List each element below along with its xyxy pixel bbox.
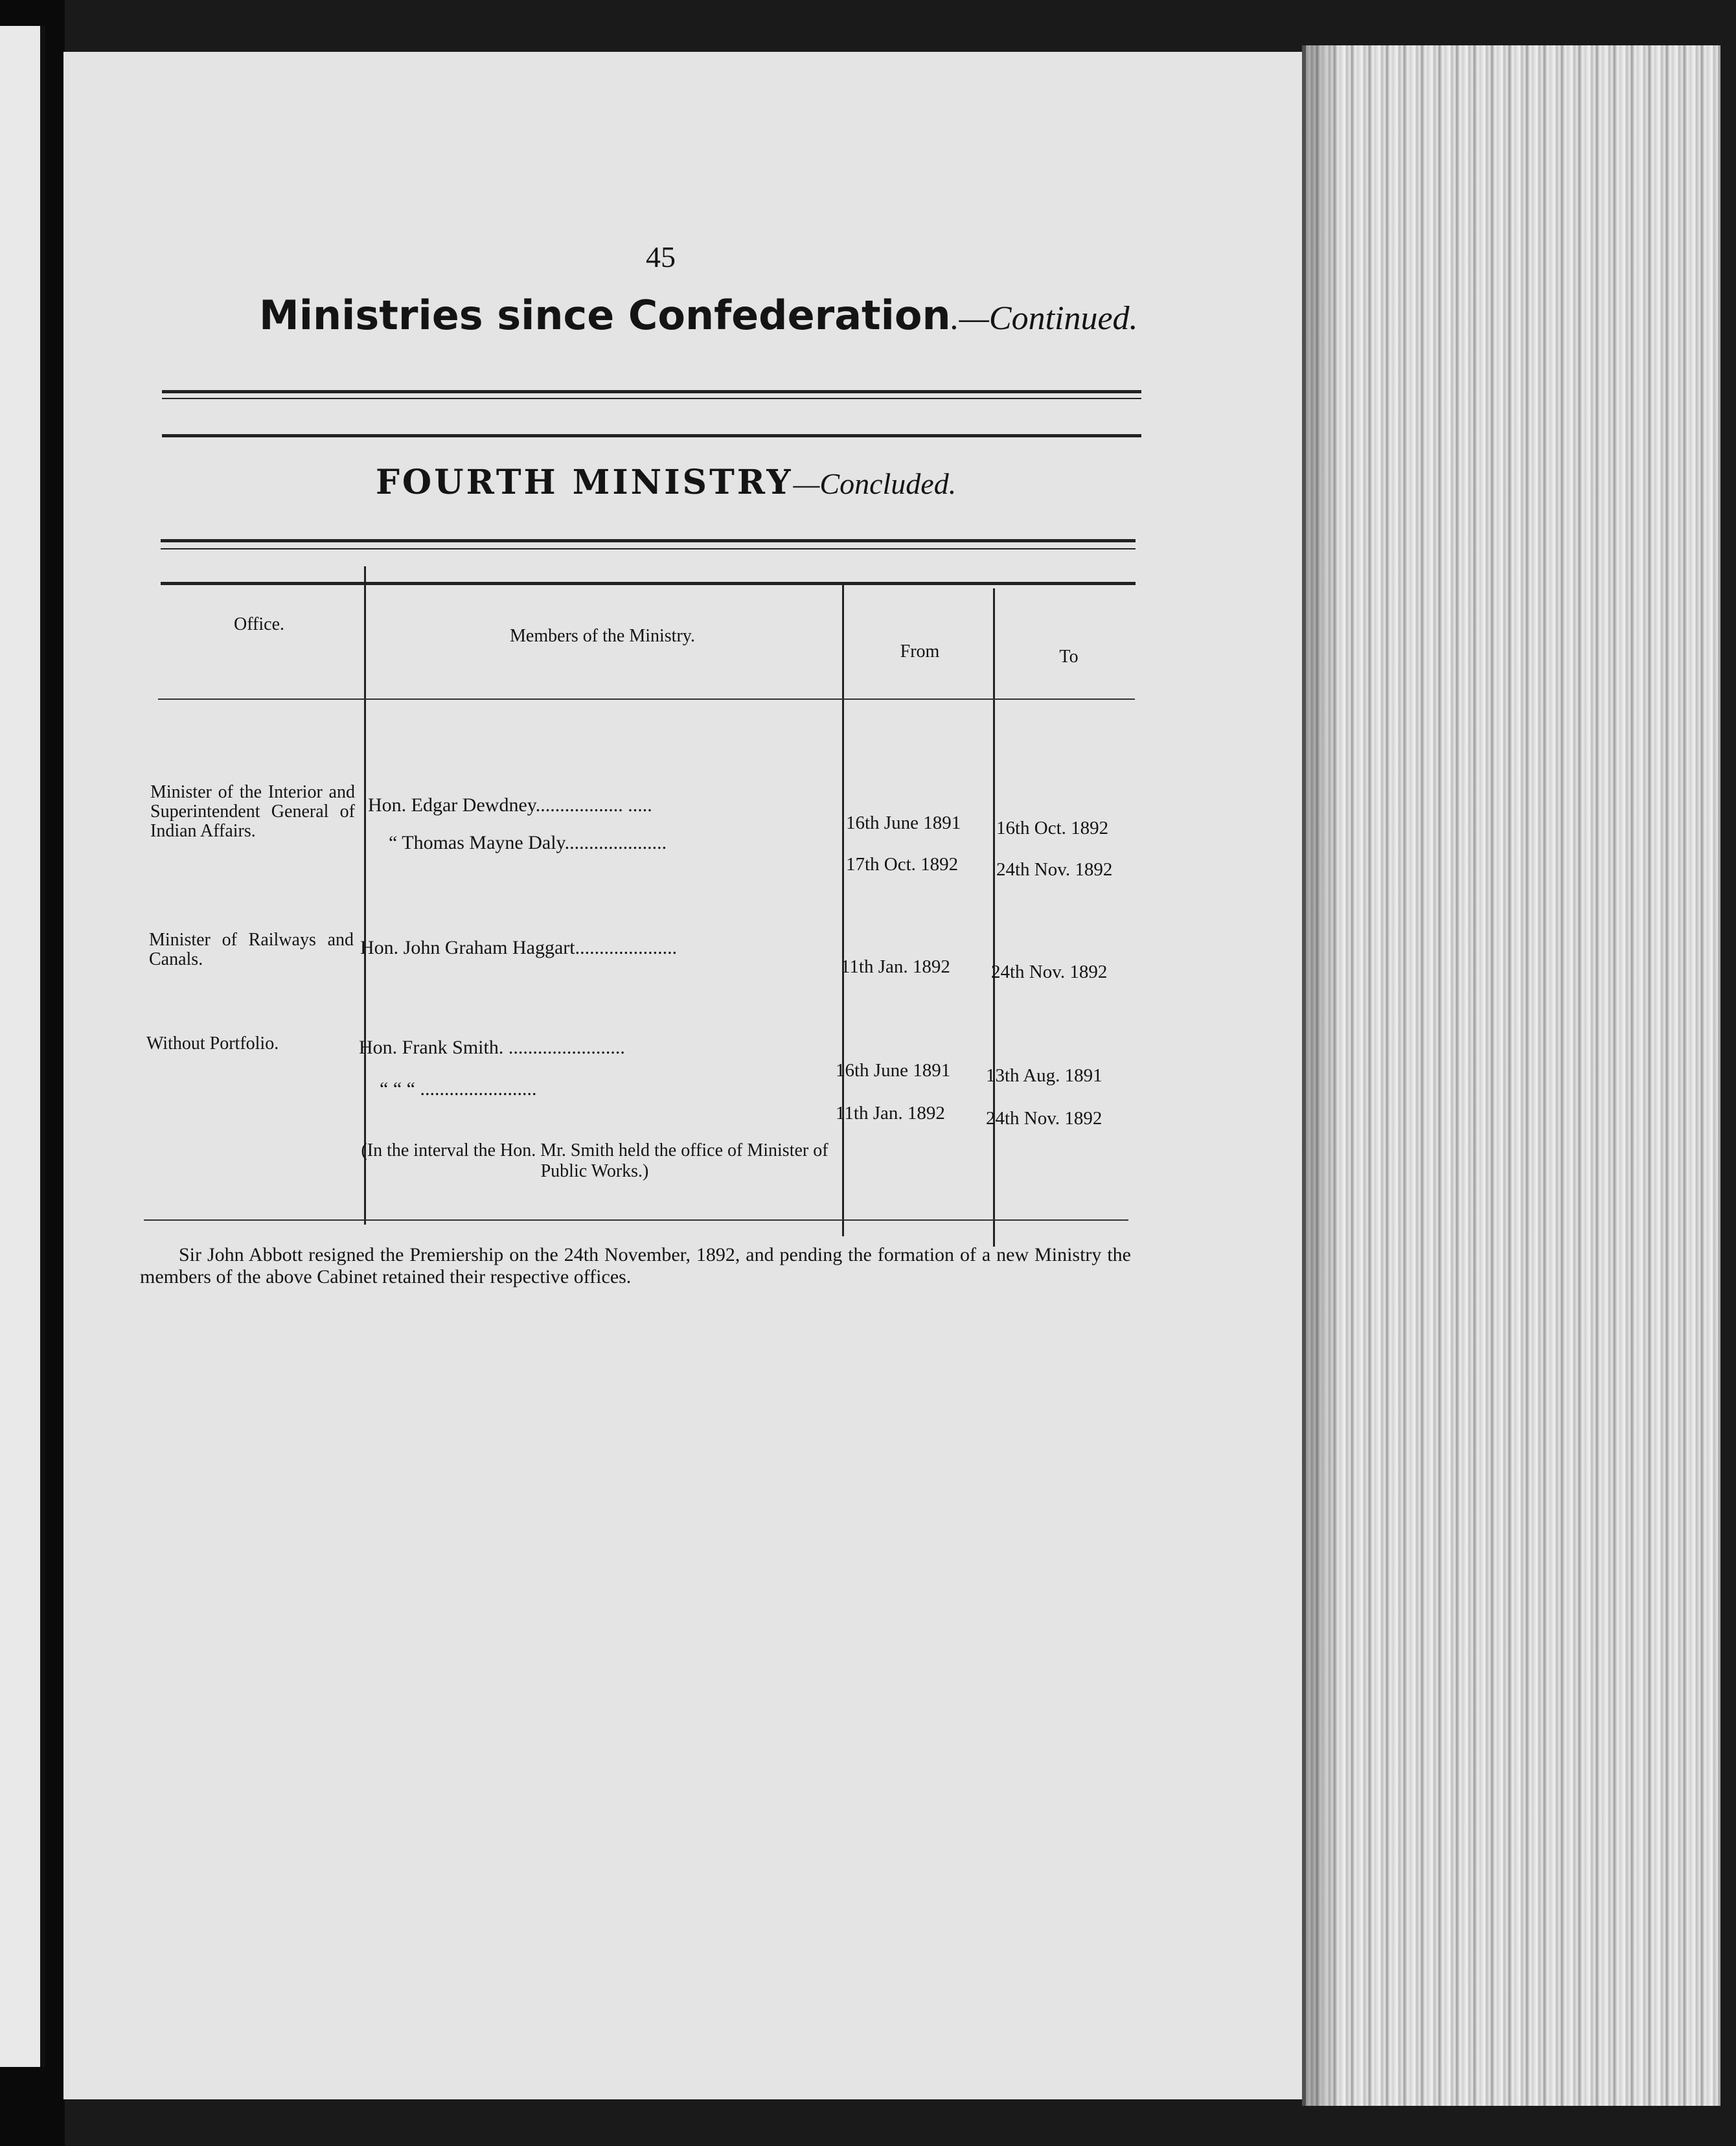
date-from: 11th Jan. 1892 [841, 956, 950, 977]
date-to: 13th Aug. 1891 [986, 1065, 1102, 1086]
footnote: Sir John Abbott resigned the Premiership on the 24th November, 1892, and pending the formation of a new Ministry the members of the above Cabinet retained their respective offices. [140, 1244, 1131, 1287]
table-top-rule-thin [161, 548, 1136, 549]
date-to: 24th Nov. 1892 [991, 962, 1108, 982]
book-page [63, 52, 1321, 2099]
page-title-main: Ministries since Confederation [259, 292, 951, 339]
section-heading-main: FOURTH MINISTRY [376, 463, 794, 502]
member-name-ditto: “ “ “ ........................ [380, 1078, 537, 1100]
rule-above-section [162, 434, 1141, 437]
table-top-rule-bottom [161, 582, 1136, 585]
header-separator-rule [158, 698, 1135, 700]
member-name: Hon. John Graham Haggart..................... [360, 937, 678, 958]
header-members: Members of the Ministry. [510, 626, 695, 646]
date-from: 16th June 1891 [836, 1060, 951, 1081]
office-without-portfolio: Without Portfolio. [146, 1033, 279, 1054]
double-rule-top-thin [162, 398, 1141, 399]
date-to: 24th Nov. 1892 [996, 859, 1113, 880]
section-heading-suffix: —Concluded. [793, 467, 957, 500]
book-fore-edge [1302, 45, 1720, 2106]
page-title-suffix: .—Continued. [950, 300, 1138, 337]
previous-page-edge [0, 26, 45, 2067]
page-title [259, 292, 1138, 340]
date-from: 11th Jan. 1892 [836, 1103, 945, 1124]
interval-note: (In the interval the Hon. Mr. Smith held the office of Minister of Public Works.) [361, 1140, 828, 1181]
section-heading [376, 463, 956, 502]
double-rule-top [162, 390, 1141, 393]
member-name: Hon. Frank Smith. ........................ [359, 1037, 625, 1058]
date-to: 24th Nov. 1892 [986, 1108, 1102, 1129]
date-from: 17th Oct. 1892 [846, 854, 959, 875]
column-divider-from [993, 588, 995, 1247]
table-top-rule [161, 539, 1136, 542]
member-name: Hon. Edgar Dewdney.................. ..... [368, 794, 652, 816]
date-from: 16th June 1891 [846, 813, 961, 833]
page-number: 45 [646, 240, 676, 273]
office-railways: Minister of Railways and Canals. [149, 930, 354, 969]
gutter-shadow [1302, 45, 1341, 2106]
header-to: To [1059, 647, 1079, 667]
header-office: Office. [234, 614, 284, 634]
column-divider-office [364, 566, 366, 1225]
office-interior: Minister of the Interior and Superintendent General of Indian Affairs. [150, 782, 355, 841]
member-name: “ Thomas Mayne Daly..................... [389, 832, 667, 853]
header-from: From [900, 641, 940, 662]
table-bottom-rule [144, 1219, 1128, 1221]
date-to: 16th Oct. 1892 [996, 818, 1109, 838]
column-divider-members [842, 582, 844, 1236]
